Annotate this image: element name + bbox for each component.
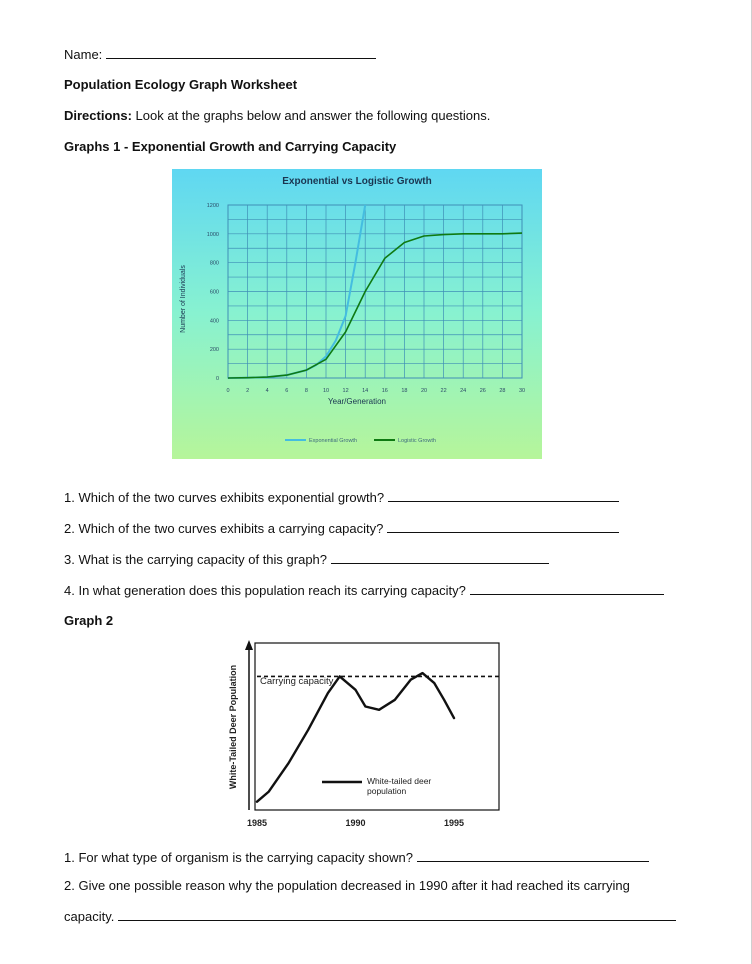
chart1-ytick: 800 xyxy=(209,260,219,267)
chart1-xtick: 14 xyxy=(362,388,369,394)
q2-1-blank[interactable] xyxy=(417,849,649,862)
chart1-xtick: 0 xyxy=(226,388,230,394)
q1-3 xyxy=(64,551,549,567)
chart1-ytick: 1200 xyxy=(206,203,219,209)
q2-1 xyxy=(64,849,649,865)
q2-1-text: 1. For what type of organism is the carrying capacity shown? xyxy=(64,850,413,865)
chart1-xtick: 4 xyxy=(265,388,269,394)
chart1-xtick: 24 xyxy=(460,388,467,394)
legend-deer-label: White-tailed deer population xyxy=(367,776,432,796)
chart1-xtick: 28 xyxy=(499,388,506,394)
chart2-background xyxy=(220,637,520,832)
chart1-ytick: 400 xyxy=(209,318,219,325)
chart1-ylabel: Number of Individuals xyxy=(180,265,187,333)
q1-4 xyxy=(64,582,664,598)
chart1-xtick: 18 xyxy=(401,388,408,394)
graph2-heading: Graph 2 xyxy=(64,613,114,628)
q1-1-blank[interactable] xyxy=(388,489,619,502)
directions-text: Look at the graphs below and answer the following questions. xyxy=(135,108,491,123)
q1-2-text: 2. Which of the two curves exhibits a carrying capacity? xyxy=(64,521,384,536)
q2-2-blank[interactable] xyxy=(118,908,676,921)
chart1-ytick: 0 xyxy=(215,376,219,382)
name-blank[interactable] xyxy=(106,46,376,59)
chart1-xtick: 12 xyxy=(342,388,349,394)
directions-label: Directions: xyxy=(64,108,132,123)
worksheet-title: Population Ecology Graph Worksheet xyxy=(64,77,298,92)
chart1-xtick: 2 xyxy=(246,388,250,394)
directions xyxy=(64,108,490,123)
chart1-xlabel: Year/Generation xyxy=(328,397,386,406)
carrying-capacity-label: Carrying capacity xyxy=(260,676,334,687)
chart1-xtick: 8 xyxy=(304,388,308,394)
q1-4-text: 4. In what generation does this population reach its carrying capacity? xyxy=(64,583,466,598)
q2-2-cont-text: capacity. xyxy=(64,909,115,924)
chart1-xtick: 22 xyxy=(440,388,447,394)
chart1-xtick: 20 xyxy=(420,388,428,394)
chart2-ylabel: White-Tailed Deer Population xyxy=(228,664,238,790)
q1-2 xyxy=(64,520,619,536)
chart1-ytick: 600 xyxy=(209,289,219,296)
chart1-xtick: 30 xyxy=(518,388,526,394)
deer-population-chart xyxy=(220,637,520,832)
q1-1-text: 1. Which of the two curves exhibits exponential growth? xyxy=(64,490,385,505)
legend-exponential-label: Exponential Growth xyxy=(309,438,357,444)
legend-logistic-label: Logistic Growth xyxy=(398,438,436,444)
q2-2 xyxy=(64,878,630,893)
q1-2-blank[interactable] xyxy=(387,520,619,533)
graph1-heading: Graphs 1 - Exponential Growth and Carrying Capacity xyxy=(64,139,397,154)
exponential-vs-logistic-chart xyxy=(172,169,542,459)
chart1-ytick: 200 xyxy=(209,347,219,354)
q1-3-blank[interactable] xyxy=(331,551,549,564)
q2-2-text: 2. Give one possible reason why the population decreased in 1990 after it had reached its carrying xyxy=(64,878,630,893)
chart1-xtick: 6 xyxy=(285,388,289,394)
chart1-xtick: 10 xyxy=(322,388,330,394)
name-line xyxy=(64,46,376,62)
q1-3-text: 3. What is the carrying capacity of this graph? xyxy=(64,552,328,567)
chart1-ytick: 1000 xyxy=(206,231,219,238)
q1-4-blank[interactable] xyxy=(470,582,664,595)
chart2-xtick: 1990 xyxy=(345,818,366,828)
chart2-xtick: 1985 xyxy=(246,818,268,828)
q1-1 xyxy=(64,489,619,505)
chart1-title: Exponential vs Logistic Growth xyxy=(282,176,432,187)
chart2-xtick: 1995 xyxy=(443,818,465,828)
chart1-xtick: 26 xyxy=(479,388,486,394)
chart1-xtick: 16 xyxy=(381,388,388,394)
q2-2-cont xyxy=(64,908,676,924)
name-label: Name: xyxy=(64,47,103,62)
